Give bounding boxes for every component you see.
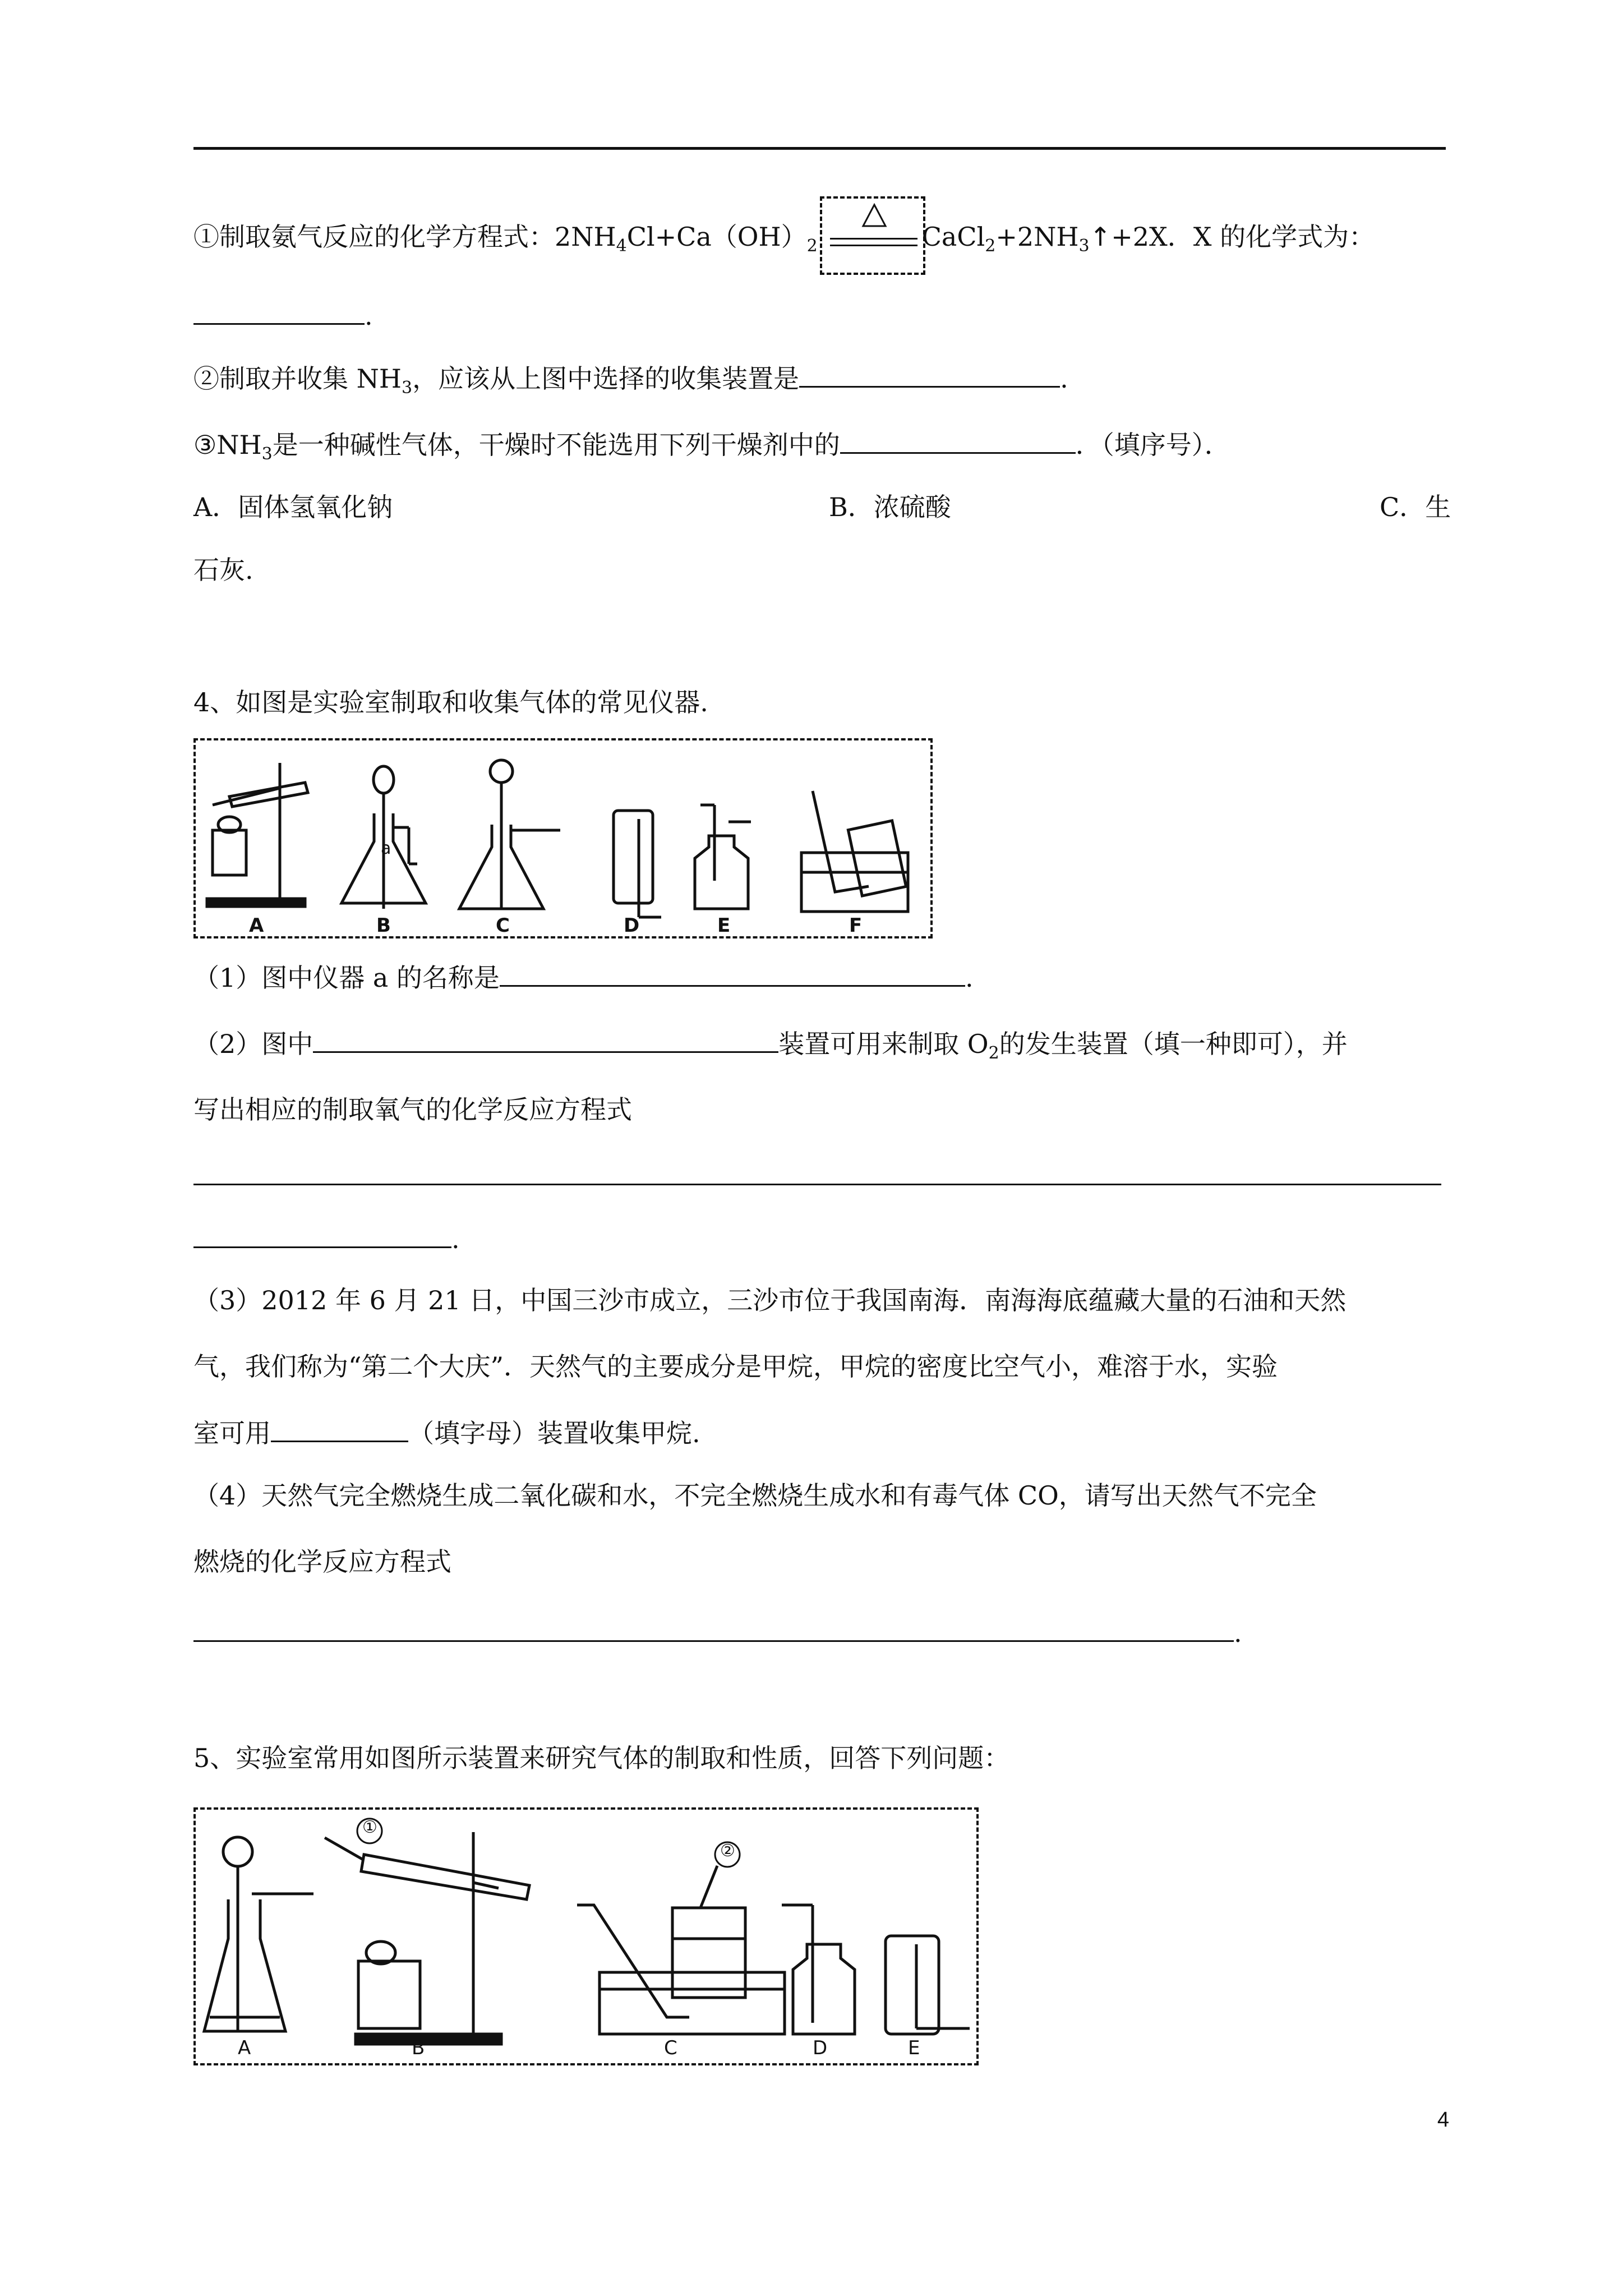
instrument-a-label: a — [381, 839, 391, 858]
answer-blank[interactable] — [799, 361, 1060, 388]
q3-item3-text: 是一种碱性气体，干燥时不能选用下列干燥剂中的 — [272, 430, 840, 460]
q4-p2-line — [193, 1027, 1348, 1070]
subscript: 2 — [988, 1043, 999, 1063]
label-b: B — [412, 2037, 425, 2059]
header-rule — [193, 147, 1446, 150]
equals-bar — [830, 245, 917, 246]
q4-p3-line1: （3）2012 年 6 月 21 日，中国三沙市成立，三沙市位于我国南海．南海海底蕴藏大量的石油和天然 — [193, 1285, 1347, 1315]
q3-item1-text: ①制取氨气反应的化学方程式：2NH — [193, 222, 616, 252]
period: . — [965, 963, 974, 993]
q4-p3-line2: 气，我们称为“第二个大庆”．天然气的主要成分是甲烷，甲烷的密度比空气小，难溶于水，实验 — [193, 1351, 1278, 1382]
q5-apparatus-figure — [193, 1807, 979, 2065]
subscript: 3 — [402, 378, 413, 398]
q4-p2-text: （2）图中 — [193, 1029, 313, 1059]
q3-item2-text: ②制取并收集 NH — [193, 364, 402, 394]
answer-blank[interactable] — [313, 1027, 778, 1053]
label-c: C — [664, 2037, 677, 2059]
apparatus-b-stand-icon — [325, 1832, 529, 2044]
q3-item1-line — [193, 220, 1375, 263]
apparatus-c-flask-icon — [459, 760, 560, 909]
label-e: E — [717, 914, 731, 937]
label-a: A — [249, 914, 264, 937]
option-b: B．浓硫酸 — [829, 492, 951, 522]
q3-item3-text: ．（填序号）． — [1075, 430, 1230, 460]
answer-blank[interactable] — [193, 298, 365, 325]
option-a: A．固体氢氧化钠 — [193, 492, 393, 522]
q3-item1-answer-line — [193, 298, 373, 333]
equals-bar — [830, 238, 917, 240]
q4-p4-line1: （4）天然气完全燃烧生成二氧化碳和水，不完全燃烧生成水和有毒气体 CO，请写出天然气不完全 — [193, 1480, 1317, 1511]
heat-triangle-icon — [861, 203, 887, 228]
period: . — [365, 301, 373, 331]
answer-blank[interactable] — [271, 1416, 408, 1442]
marker-1: ① — [362, 1818, 377, 1837]
page-number: 4 — [1437, 2108, 1449, 2132]
q4-p1-line — [193, 960, 974, 995]
subscript: 4 — [616, 236, 627, 256]
apparatus-d-bottle-icon — [782, 1905, 855, 2034]
answer-blank[interactable] — [193, 1616, 1234, 1642]
apparatus-b-flask-icon — [342, 766, 426, 909]
apparatus-e-bottle-icon — [886, 1936, 970, 2034]
subscript: 2 — [985, 236, 996, 256]
q4-p3-text: 室可用 — [193, 1418, 271, 1448]
q3-item3-line — [193, 427, 1230, 471]
answer-blank[interactable] — [500, 960, 965, 987]
q3-item1-text: +2X．X 的化学式为： — [1111, 222, 1375, 252]
answer-blank[interactable] — [193, 1222, 451, 1248]
marker-2: ② — [720, 1841, 735, 1861]
answer-blank[interactable] — [840, 427, 1076, 454]
q4-p3-line3 — [193, 1416, 700, 1450]
label-b: B — [376, 914, 391, 937]
q3-item2-line — [193, 361, 1068, 405]
q3-item1-text: +2NH — [995, 222, 1079, 252]
reaction-condition-box — [820, 196, 925, 275]
label-d: D — [813, 2037, 828, 2059]
q4-stem: 4、如图是实验室制取和收集气体的常见仪器. — [193, 687, 708, 717]
q4-apparatus-figure — [193, 738, 933, 938]
apparatus-a-flask-icon — [204, 1837, 313, 2031]
q4-p3-text: （填字母）装置收集甲烷. — [408, 1418, 700, 1448]
q5-apparatus-drawing — [196, 1810, 976, 2063]
label-c: C — [496, 914, 510, 937]
q4-p4-line2: 燃烧的化学反应方程式 — [193, 1547, 451, 1577]
q5-stem: 5、实验室常用如图所示装置来研究气体的制取和性质，回答下列问题： — [193, 1743, 1010, 1773]
apparatus-e-bottle-icon — [695, 805, 751, 909]
q4-p4-answer-line — [193, 1616, 1242, 1650]
option-c: C．生 — [1380, 492, 1451, 522]
period: . — [1234, 1618, 1242, 1648]
q3-item1-text: CaCl — [921, 222, 985, 252]
apparatus-a-stand-icon — [207, 763, 308, 907]
q4-p2-answer-line — [193, 1222, 460, 1256]
q3-item2-text: ，应该从上图中选择的收集装置是 — [412, 364, 800, 394]
apparatus-d-bottle-icon — [614, 811, 661, 917]
q4-apparatus-drawing — [196, 740, 930, 936]
answer-line[interactable] — [193, 1184, 1441, 1185]
q4-p2-line2: 写出相应的制取氧气的化学反应方程式 — [193, 1094, 632, 1125]
q4-p2-text: 装置可用来制取 O — [778, 1029, 989, 1059]
label-d: D — [624, 914, 640, 937]
subscript: 2 — [806, 236, 818, 256]
q3-item3-text: ③NH — [193, 430, 262, 460]
gas-arrow-icon: ↑ — [1089, 222, 1112, 252]
label-a: A — [238, 2037, 251, 2059]
option-c-continued: 石灰. — [193, 555, 253, 585]
apparatus-c-trough-icon — [577, 1866, 785, 2034]
q3-item1-text: Cl+Ca（OH） — [626, 222, 807, 252]
period: . — [1060, 364, 1068, 394]
q4-p2-text: 的发生装置（填一种即可），并 — [999, 1029, 1348, 1059]
subscript: 3 — [1078, 236, 1090, 256]
subscript: 3 — [261, 444, 273, 464]
label-f: F — [849, 914, 863, 937]
label-e: E — [908, 2037, 920, 2059]
period: . — [451, 1224, 460, 1254]
q4-p1-text: （1）图中仪器 a 的名称是 — [193, 963, 500, 993]
apparatus-f-trough-icon — [801, 791, 908, 912]
